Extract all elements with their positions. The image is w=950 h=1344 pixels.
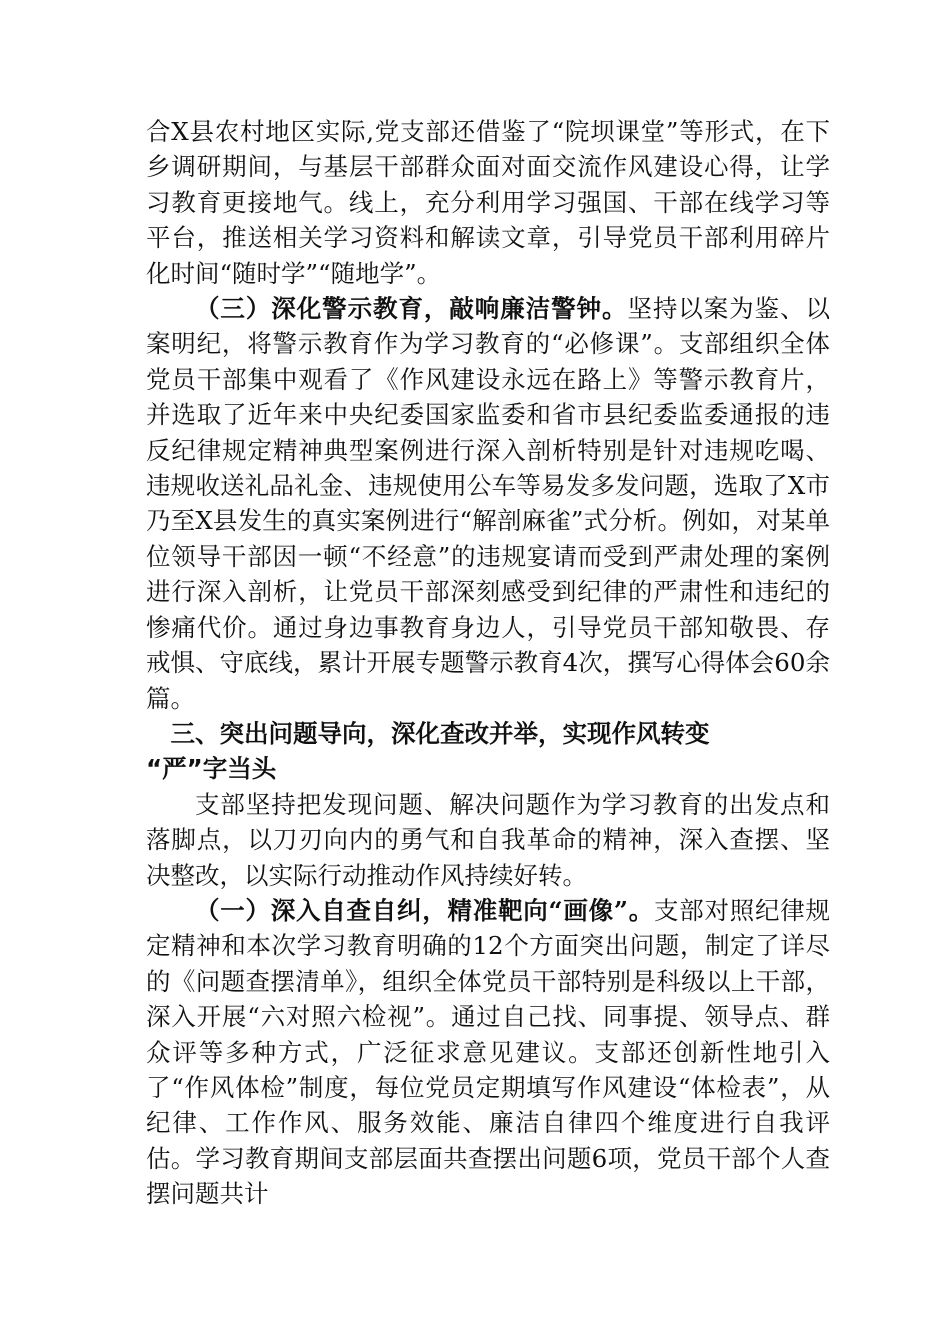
document-body xyxy=(146,114,830,1212)
section-heading-three-subtitle: “严”字当头 xyxy=(146,754,277,784)
paragraph-warning-education xyxy=(146,291,830,716)
paragraph-problem-oriented-intro: 支部坚持把发现问题、解决问题作为学习教育的出发点和落脚点，以刀刃向内的勇气和自我革命的精神，深入查摆、坚决整改，以实际行动推动作风持续好转。 xyxy=(146,789,830,890)
paragraph-self-inspection xyxy=(146,893,830,1212)
section-heading-three: 三、突出问题导向，深化查改并举，实现作风转变 xyxy=(170,718,710,748)
paragraph-warning-education-body: 坚持以案为鉴、以案明纪，将警示教育作为学习教育的“必修课”。支部组织全体党员干部集中观看了《作风建设永远在路上》等警示教育片，并选取了近年来中央纪委国家监委和省市县纪委监委通报的违反纪律规定精神典型案例进行深入剖析特别是针对违规吃喝、违规收送礼品礼金、违规使用公车等易发多发问题，选取了X市乃至X县发生的真实案例进行“解剖麻雀”式分析。例如，对某单位领导干部因一顿“不经意”的违规宴请而受到严肃处理的案例进行深入剖析，让党员干部深刻感受到纪律的严肃性和违纪的惨痛代价。通过身边事教育身边人，引导党员干部知敬畏、存戒惧、守底线，累计开展专题警示教育4次，撰写心得体会60余篇。 xyxy=(146,294,830,713)
paragraph-warning-education-lead: （三）深化警示教育，敲响廉洁警钟。 xyxy=(195,294,628,324)
paragraph-self-inspection-lead: （一）深入自查自纠，精准靶向“画像”。 xyxy=(195,895,654,925)
paragraph-self-inspection-body: 支部对照纪律规定精神和本次学习教育明确的12个方面突出问题，制定了详尽的《问题查摆清单》，组织全体党员干部特别是科级以上干部，深入开展“六对照六检视”。通过自己找、同事提、领导点、群众评等多种方式，广泛征求意见建议。支部还创新性地引入了“作风体检”制度，每位党员定期填写作风建设“体检表”，从纪律、工作作风、服务效能、廉洁自律四个维度进行自我评估。学习教育期间支部层面共查摆出问题6项，党员干部个人查摆问题共计 xyxy=(146,895,830,1209)
paragraph-online-offline-learning: 合X县农村地区实际,党支部还借鉴了“院坝课堂”等形式，在下乡调研期间，与基层干部群众面对面交流作风建设心得，让学习教育更接地气。线上，充分利用学习强国、干部在线学习等平台，推送相关学习资料和解读文章，引导党员干部利用碎片化时间“随时学”“随地学”。 xyxy=(146,117,830,288)
